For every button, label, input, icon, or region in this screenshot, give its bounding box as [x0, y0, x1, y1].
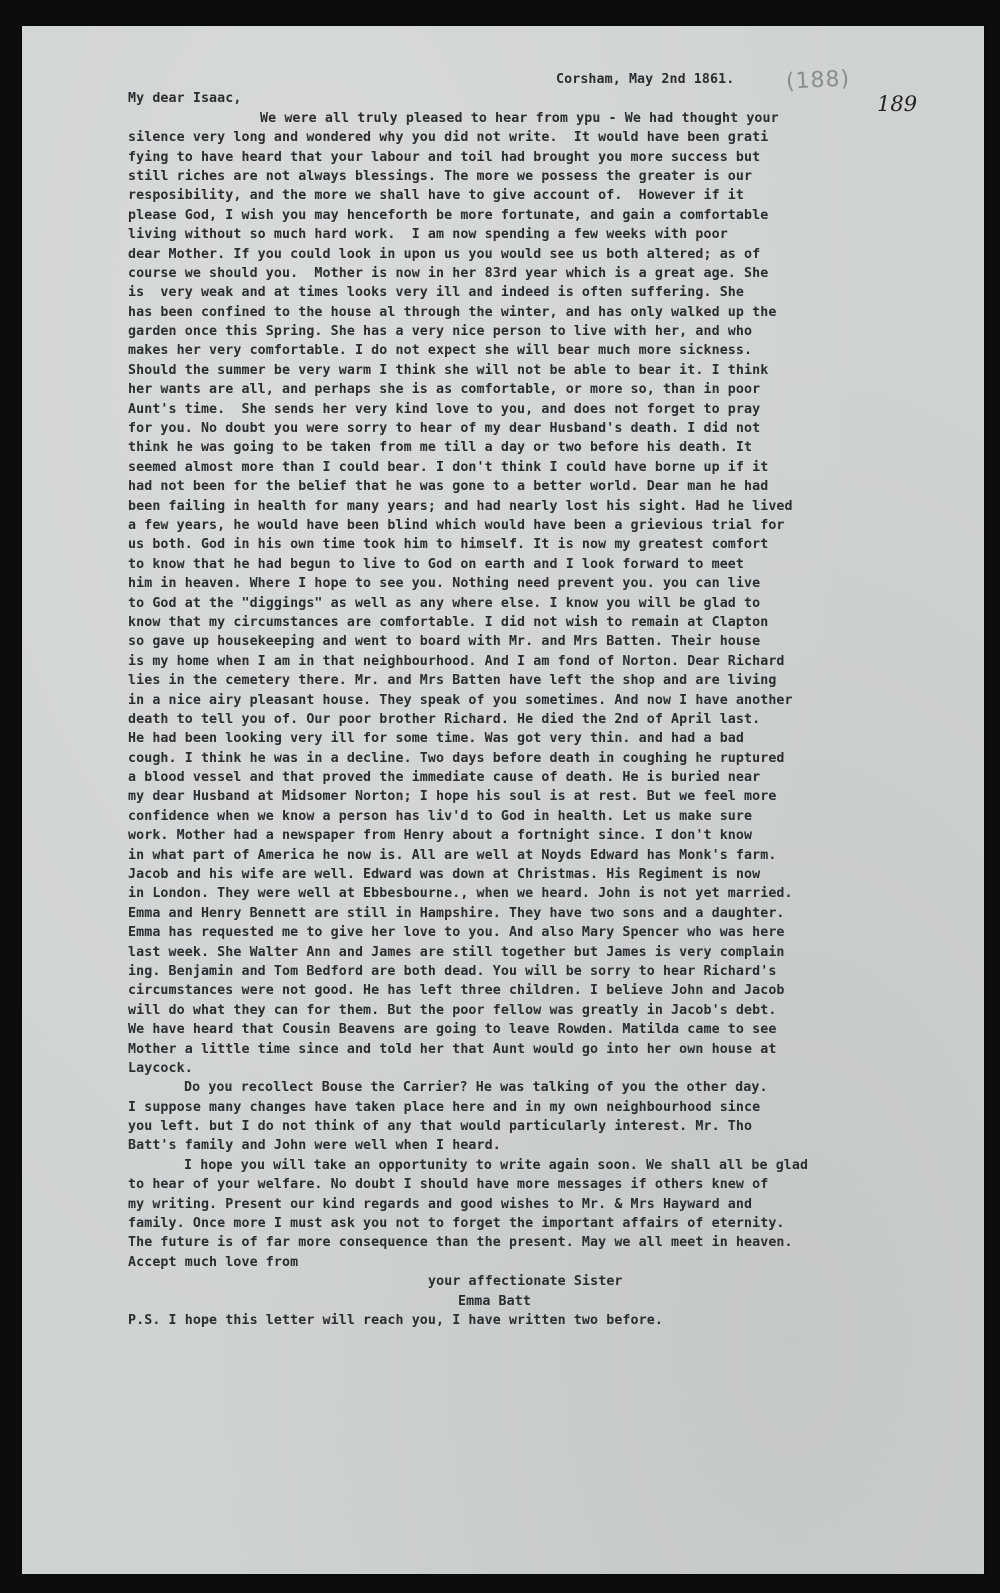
letter-line: last week. She Walter Ann and James are still together but James is very complain	[128, 944, 785, 960]
letter-line: Accept much love from	[128, 1254, 299, 1270]
letter-line: living without so much hard work. I am now spending a few weeks with poor	[128, 227, 728, 243]
letter-line: Emma has requested me to give her love to you. And also Mary Spencer who was here	[128, 925, 785, 941]
letter-line: in London. They were well at Ebbesbourne., when we heard. John is not yet married.	[128, 886, 793, 902]
letter-line: had not been for the belief that he was gone to a better world. Dear man he had	[128, 479, 769, 495]
letter-line: Emma and Henry Bennett are still in Hampshire. They have two sons and a daughter.	[128, 905, 785, 921]
letter-line: He had been looking very ill for some time. Was got very thin. and had a bad	[128, 731, 745, 747]
letter-line: will do what they can for them. But the poor fellow was greatly in Jacob's debt.	[128, 1002, 777, 1018]
letter-line: work. Mother had a newspaper from Henry about a fortnight since. I don't know	[128, 828, 753, 844]
letter-line: fying to have heard that your labour and toil had brought you more success but	[128, 149, 761, 165]
letter-line: has been confined to the house al through the winter, and has only walked up the	[128, 304, 777, 320]
letter-line: is very weak and at times looks very ill and indeed is often suffering. She	[128, 285, 745, 301]
letter-line: to God at the "diggings" as well as any where else. I know you will be glad to	[128, 595, 761, 611]
letter-line: him in heaven. Where I hope to see you. Nothing need prevent you. you can live	[128, 576, 761, 592]
letter-line: Batt's family and John were well when I heard.	[128, 1138, 501, 1154]
letter-line: to hear of your welfare. No doubt I should have more messages if others knew of	[128, 1177, 769, 1193]
letter-salutation: My dear Isaac,	[128, 91, 242, 107]
letter-line: Mother a little time since and told her that Aunt would go into her own house at	[128, 1041, 777, 1057]
letter-body	[128, 70, 958, 1330]
letter-line: The future is of far more consequence than the present. May we all meet in heaven.	[128, 1235, 793, 1251]
letter-closing: your affectionate Sister	[428, 1274, 623, 1290]
letter-line: a blood vessel and that proved the immediate cause of death. He is buried near	[128, 770, 761, 786]
letter-line: to know that he had begun to live to God on earth and I look forward to meet	[128, 556, 745, 572]
letter-line: think he was going to be taken from me till a day or two before his death. It	[128, 440, 753, 456]
letter-dateline: Corsham, May 2nd 1861.	[556, 72, 735, 87]
letter-line: death to tell you of. Our poor brother Richard. He died the 2nd of April last.	[128, 711, 761, 727]
letter-line: in what part of America he now is. All are well at Noyds Edward has Monk's farm.	[128, 847, 777, 863]
letter-line: dear Mother. If you could look in upon us you would see us both altered; as of	[128, 246, 761, 262]
letter-line: We have heard that Cousin Beavens are going to leave Rowden. Matilda came to see	[128, 1022, 777, 1038]
letter-line: We were all truly pleased to hear from ypu - We had thought your	[260, 110, 779, 126]
letter-line: so gave up housekeeping and went to board with Mr. and Mrs Batten. Their house	[128, 634, 761, 650]
letter-line: Should the summer be very warm I think she will not be able to bear it. I think	[128, 362, 769, 378]
letter-line: I suppose many changes have taken place here and in my own neighbourhood since	[128, 1099, 761, 1115]
letter-line: still riches are not always blessings. The more we possess the greater is our	[128, 168, 753, 184]
letter-line: cough. I think he was in a decline. Two days before death in coughing he ruptured	[128, 750, 785, 766]
letter-line: silence very long and wondered why you did not write. It would have been grati	[128, 130, 769, 146]
letter-line: you left. but I do not think of any that would particularly interest. Mr. Tho	[128, 1119, 753, 1135]
letter-signature: Emma Batt	[458, 1293, 531, 1309]
letter-line: ing. Benjamin and Tom Bedford are both dead. You will be sorry to hear Richard's	[128, 963, 777, 979]
letter-line: please God, I wish you may henceforth be more fortunate, and gain a comfortable	[128, 207, 769, 223]
letter-line: Do you recollect Bouse the Carrier? He was talking of you the other day.	[184, 1080, 768, 1096]
letter-line: my dear Husband at Midsomer Norton; I hope his soul is at rest. But we feel more	[128, 789, 777, 805]
letter-line: garden once this Spring. She has a very nice person to live with her, and who	[128, 324, 753, 340]
letter-line: Laycock.	[128, 1060, 193, 1076]
letter-line: lies in the cemetery there. Mr. and Mrs Batten have left the shop and are living	[128, 673, 777, 689]
letter-line: makes her very comfortable. I do not expect she will bear much more sickness.	[128, 343, 753, 359]
letter-line: I hope you will take an opportunity to write again soon. We shall all be glad	[184, 1157, 809, 1173]
letter-line: her wants are all, and perhaps she is as comfortable, or more so, than in poor	[128, 382, 761, 398]
letter-line: a few years, he would have been blind which would have been a grievious trial for	[128, 517, 785, 533]
letter-line: is my home when I am in that neighbourhood. And I am fond of Norton. Dear Richard	[128, 653, 785, 669]
letter-line: know that my circumstances are comfortable. I did not wish to remain at Clapton	[128, 614, 769, 630]
letter-line: circumstances were not good. He has left three children. I believe John and Jacob	[128, 983, 785, 999]
letter-line: Jacob and his wife are well. Edward was down at Christmas. His Regiment is now	[128, 867, 761, 883]
letter-line: course we should you. Mother is now in her 83rd year which is a great age. She	[128, 265, 769, 281]
letter-line: Aunt's time. She sends her very kind love to you, and does not forget to pray	[128, 401, 761, 417]
letter-line: in a nice airy pleasant house. They speak of you sometimes. And now I have another	[128, 692, 793, 708]
letter-line: confidence when we know a person has liv'd to God in health. Let us make sure	[128, 808, 753, 824]
letter-line: us both. God in his own time took him to himself. It is now my greatest comfort	[128, 537, 769, 553]
letter-line: been failing in health for many years; and had nearly lost his sight. Had he lived	[128, 498, 793, 514]
letter-line: family. Once more I must ask you not to forget the important affairs of eternity.	[128, 1216, 785, 1232]
letter-postscript: P.S. I hope this letter will reach you, I have written two before.	[128, 1313, 663, 1328]
letter-line: seemed almost more than I could bear. I don't think I could have borne up if it	[128, 459, 769, 475]
letter-line: resposibility, and the more we shall have to give account of. However if it	[128, 188, 745, 204]
letter-line: for you. No doubt you were sorry to hear of my dear Husband's death. I did not	[128, 421, 761, 437]
folio-number: 189	[877, 92, 918, 116]
letter-line: my writing. Present our kind regards and good wishes to Mr. & Mrs Hayward and	[128, 1196, 753, 1212]
folio-number-bracketed: (188)	[785, 66, 851, 95]
